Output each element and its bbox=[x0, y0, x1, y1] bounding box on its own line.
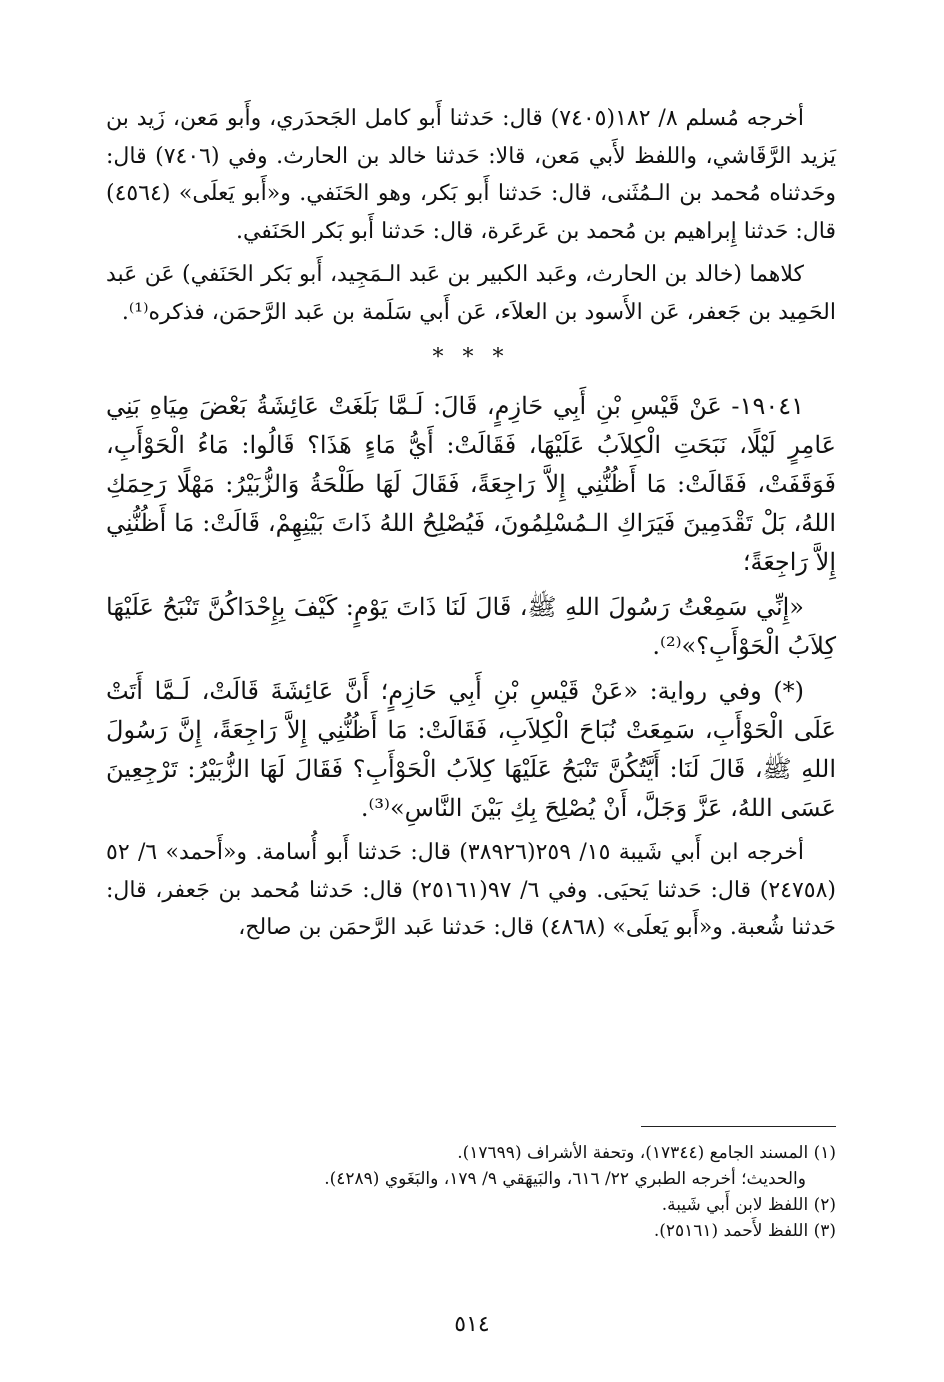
source-paragraph-1: أخرجه مُسلم ٨/ ١٨٢(٧٤٠٥) قال: حَدثنا أَبو كامل الجَحدَري، وأَبو مَعن، زَيد بن يَزيد الرَّقَاشي، واللفظ لأَبي مَعن، قالا: حَدثنا خالد بن الحارث. وفي (٧٤٠٦) قال: وحَدثناه مُحمد بن الـمُثَنى، قال: حَدثنا أَبو بَكر، وهو الحَنَفي. و«أَبو يَعلَى» (٤٥٦٤) قال: حَدثنا إِبراهيم بن مُحمد بن عَرعَرة، قال: حَدثنا أَبو بَكر الحَنَفي. bbox=[106, 106, 836, 244]
hadith-paragraph-2: «إِنِّي سَمِعْتُ رَسُولَ اللهِ ﷺ، قَالَ لَنَا ذَاتَ يَوْمٍ: كَيْفَ بِإِحْدَاكُنَّ تَنْبَحُ عَلَيْهَا كِلاَبُ الْحَوْأَبِ؟»⁽²⁾. bbox=[106, 593, 836, 660]
footnote-3: (٣) اللفظ لأَحمد (٢٥١٦١). bbox=[653, 1221, 836, 1241]
footnotes bbox=[106, 1140, 836, 1244]
page-number: ٥١٤ bbox=[454, 1312, 490, 1337]
footnote-1-continuation: والحديث؛ أخرجه الطبري ٢٢/ ٦١٦، والبَيهَقي ٩/ ١٧٩، والبَغَوي (٤٢٨٩). bbox=[324, 1169, 806, 1189]
footnote-1: (١) المسند الجامع (١٧٣٤٤)، وتحفة الأشراف (١٧٦٩٩). bbox=[457, 1143, 836, 1163]
footnote-divider bbox=[641, 1126, 836, 1127]
footnote-2: (٢) اللفظ لابن أَبي شَيبة. bbox=[661, 1195, 836, 1215]
source-paragraph-2: كلاهما (خالد بن الحارث، وعَبد الكبير بن عَبد الـمَجِيد، أَبو بَكر الحَنَفي) عَن عَبد الحَمِيد بن جَعفر، عَن الأَسود بن العلاَء، عَن أَبي سَلَمة بن عَبد الرَّحمَن، فذكره⁽¹⁾. bbox=[106, 262, 836, 325]
section-separator: * * * bbox=[432, 345, 510, 370]
closing-paragraph: أخرجه ابن أَبي شَيبة ١٥/ ٢٥٩(٣٨٩٢٦) قال: حَدثنا أَبو أُسامة. و«أَحمد» ٦/ ٥٢ (٢٤٧٥٨) قال: حَدثنا يَحيَى. وفي ٦/ ٩٧(٢٥١٦١) قال: حَدثنا مُحمد بن جَعفر، قال: حَدثنا شُعبة. و«أَبو يَعلَى» (٤٨٦٨) قال: حَدثنا عَبد الرَّحمَن بن صالح، bbox=[106, 840, 836, 940]
hadith-paragraph-1: ١٩٠٤١- عَنْ قَيْسِ بْنِ أَبِي حَازِمٍ، قَالَ: لَـمَّا بَلَغَتْ عَائِشَةُ بَعْضَ مِيَاهِ بَنِي عَامِرٍ لَيْلًا، نَبَحَتِ الْكِلاَبُ عَلَيْهَا، فَقَالَتْ: أَيُّ مَاءٍ هَذَا؟ قَالُوا: مَاءُ الْحَوْأَبِ، فَوَقَفَتْ، فَقَالَتْ: مَا أَظُنُّنِي إِلاَّ رَاجِعَةً، فَقَالَ لَهَا طَلْحَةُ وَالزُّبَيْرُ: مَهْلًا رَحِمَكِ اللهُ، بَلْ تَقْدَمِينَ فَيَرَاكِ الـمُسْلِمُونَ، فَيُصْلِحُ اللهُ ذَاتَ بَيْنِهِمْ، قَالَتْ: مَا أَظُنُّنِي إِلاَّ رَاجِعَةً؛ bbox=[106, 392, 836, 576]
hadith-paragraph-3: (*) وفي رواية: «عَنْ قَيْسِ بْنِ أَبِي حَازِمٍ؛ أَنَّ عَائِشَةَ قَالَتْ، لَـمَّا أَتَتْ عَلَى الْحَوْأَبِ، سَمِعَتْ نُبَاحَ الْكِلاَبِ، فَقَالَتْ: مَا أَظُنُّنِي إِلاَّ رَاجِعَةً، إِنَّ رَسُولَ اللهِ ﷺ، قَالَ لَنَا: أَيَّتُكُنَّ تَنْبَحُ عَلَيْهَا كِلاَبُ الْحَوْأَبِ؟ فَقَالَ لَهَا الزُّبَيْرُ: تَرْجِعِينَ عَسَى اللهُ، عَزَّ وَجَلَّ، أَنْ يُصْلِحَ بِكِ بَيْنَ النَّاسِ»⁽³⁾. bbox=[106, 677, 836, 822]
main-text bbox=[106, 100, 836, 953]
